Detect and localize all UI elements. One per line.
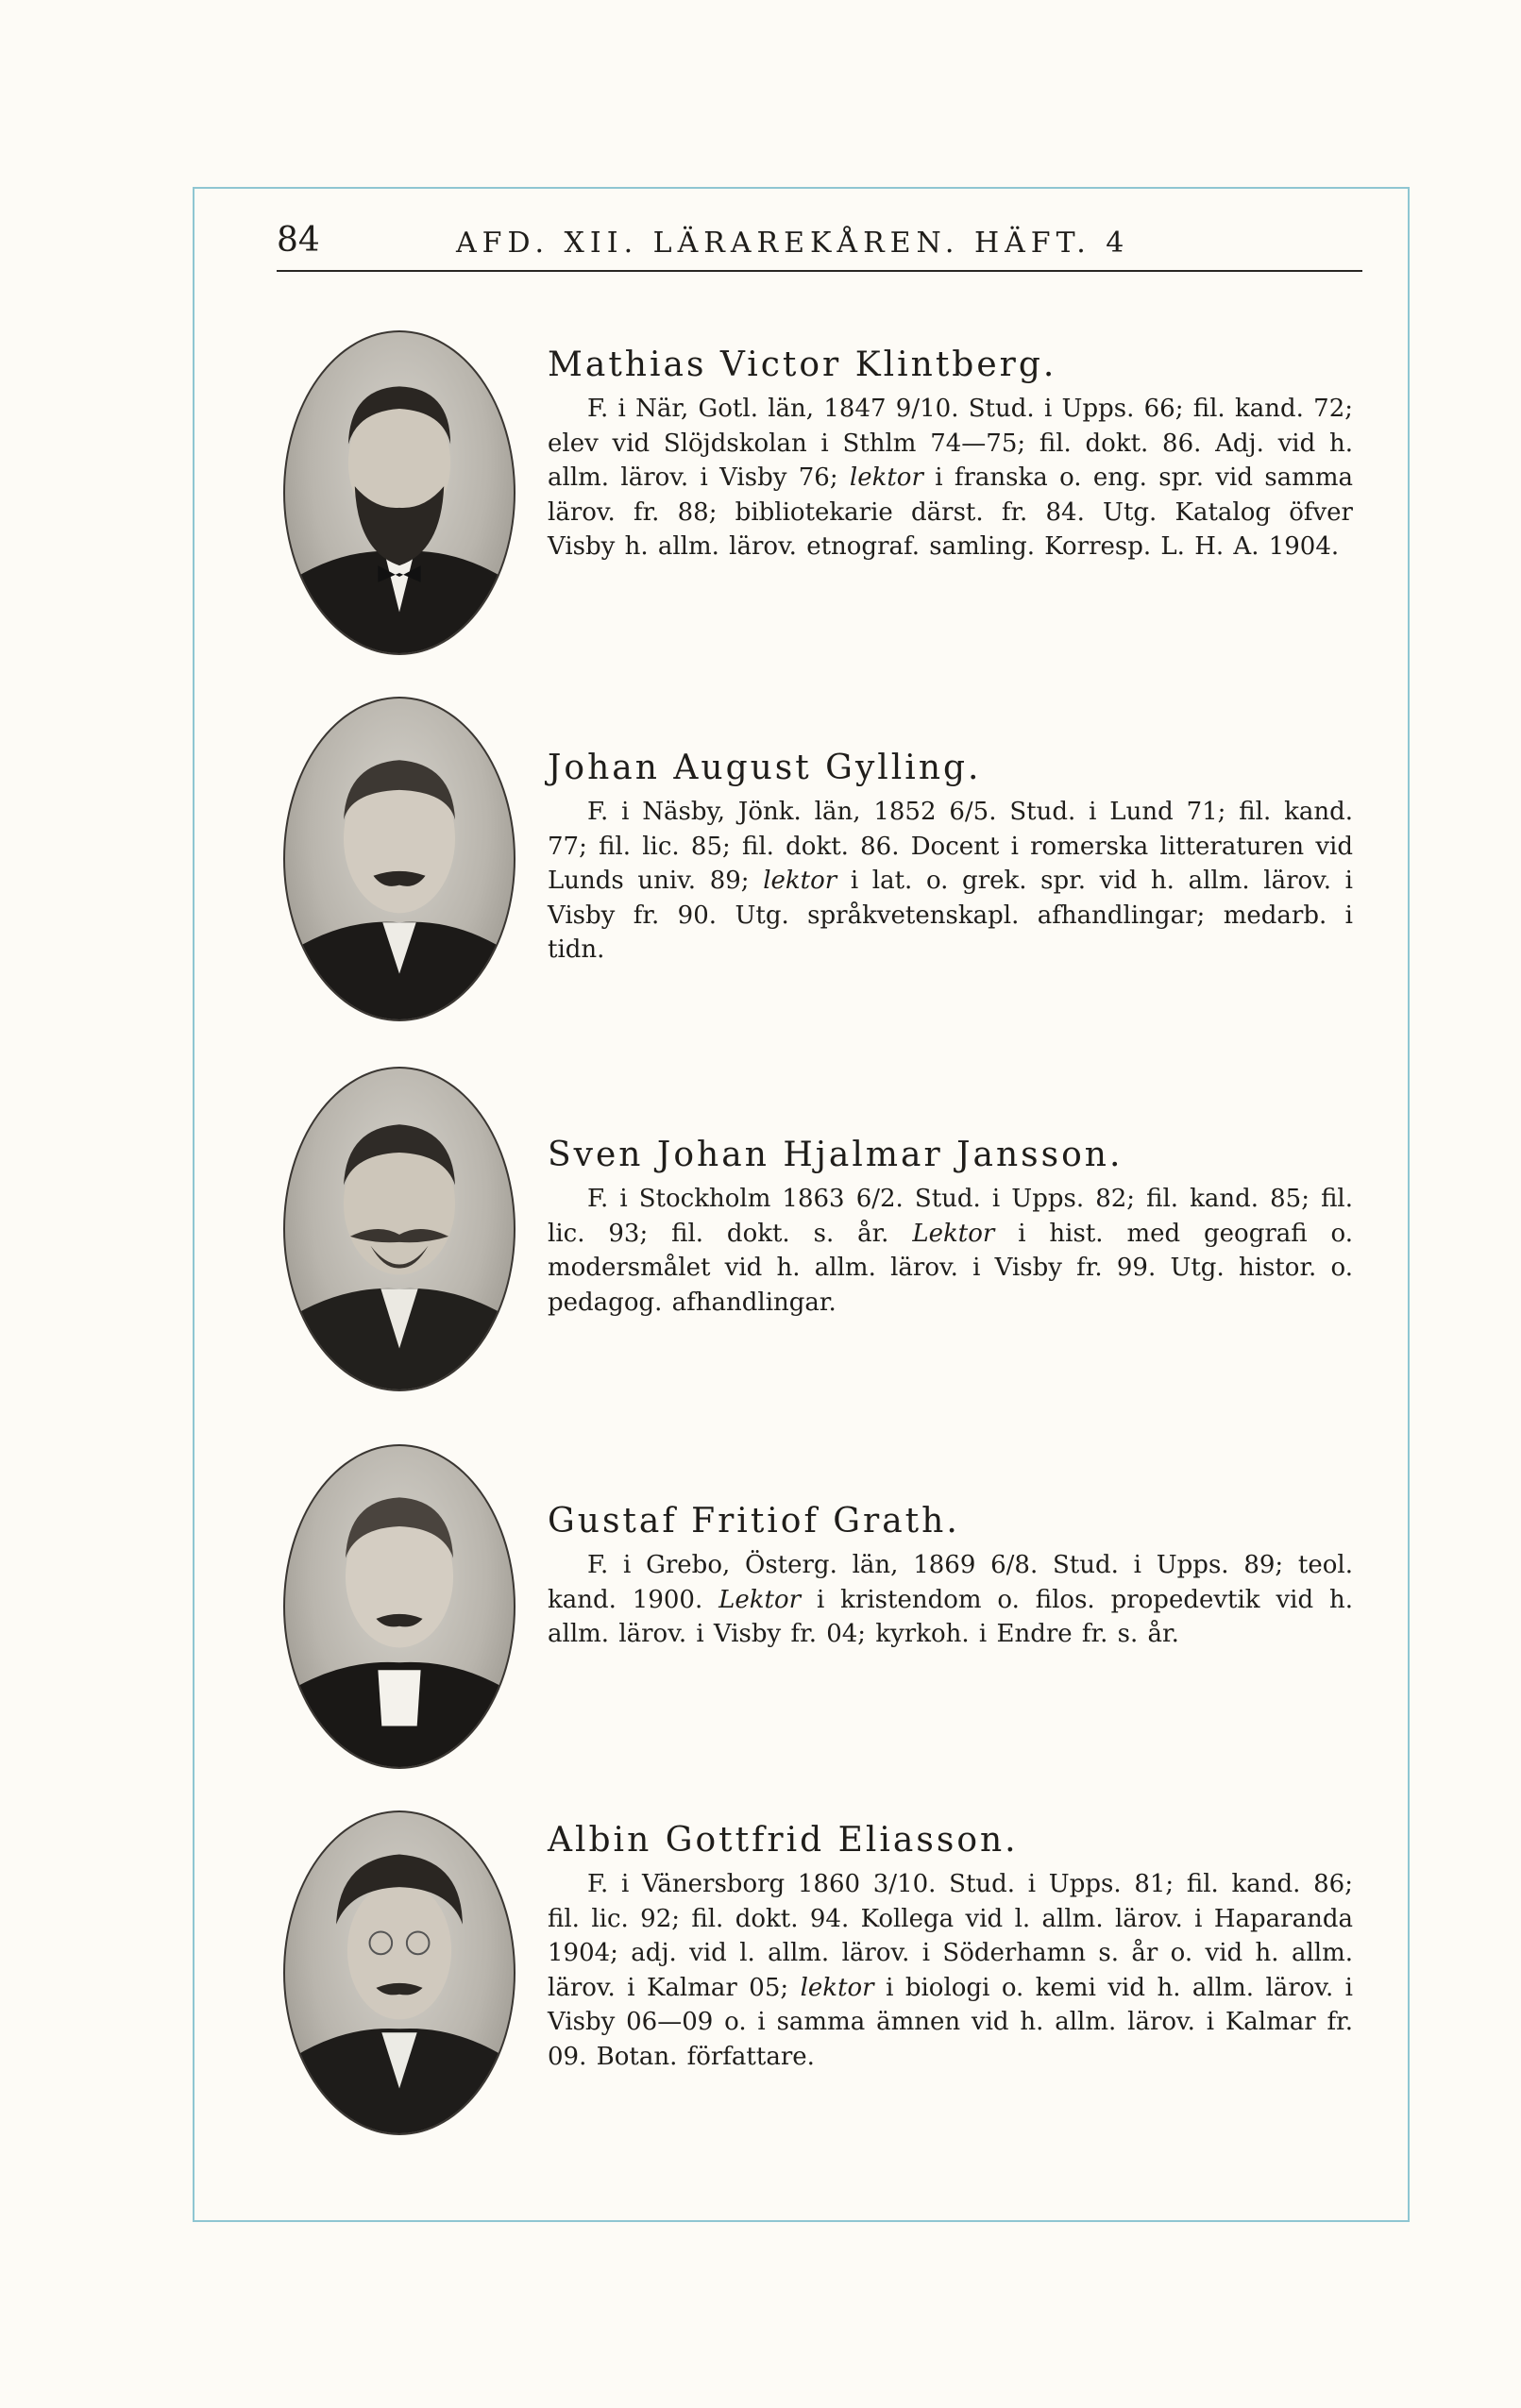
page-number: 84	[277, 221, 320, 260]
biography-text	[548, 1182, 1353, 1320]
entry-eliasson	[548, 1820, 1353, 2074]
running-head	[277, 221, 1362, 272]
person-name: Mathias Victor Klintberg.	[548, 345, 1057, 384]
biography-text	[548, 1548, 1353, 1652]
entry-jansson	[548, 1135, 1353, 1320]
biography-text	[548, 795, 1353, 968]
entry-grath	[548, 1501, 1353, 1652]
biography-text	[548, 1867, 1353, 2074]
biography-text	[548, 392, 1353, 564]
bio-text: F. i När, Gotl. län, 1847 9/10. Stud. i Upps. 66; fil. kand. 72; elev vid Slöjdskolan i Sthlm 74—75; fil. dokt. 86. Adj. vid h. allm. lärov. i Visby 76;	[548, 395, 1353, 492]
bio-text: i hist. med geografi o. modersmålet vid h. allm. lärov. i Visby fr. 99. Utg. histor. o. pedagog. afhandlingar.	[548, 1219, 1353, 1317]
portrait-jansson	[283, 1067, 515, 1391]
entry-gylling	[548, 748, 1353, 968]
bio-text: F. i Stockholm 1863 6/2. Stud. i Upps. 82; fil. kand. 85; fil. lic. 93; fil. dokt. s. år.	[548, 1185, 1353, 1248]
bio-italic: Lektor	[912, 1219, 995, 1248]
bio-text: i franska o. eng. spr. vid samma lärov. fr. 88; bibliotekarie därst. fr. 84. Utg. Katalog öfver Visby h. allm. lärov. etnograf. samling. Korresp. L. H. A. 1904.	[548, 463, 1353, 561]
bio-italic: lektor	[849, 463, 923, 492]
bio-italic: Lektor	[718, 1585, 802, 1614]
person-name: Sven Johan Hjalmar Jansson.	[548, 1136, 1124, 1174]
person-name: Albin Gottfrid Eliasson.	[548, 1821, 1019, 1860]
person-name: Gustaf Fritiof Grath.	[548, 1502, 960, 1541]
portrait-eliasson	[283, 1810, 515, 2135]
bio-text: F. i Vänersborg 1860 3/10. Stud. i Upps. 81; fil. kand. 86; fil. lic. 92; fil. dokt. 94. Kollega vid l. allm. lärov. i Haparanda 1904; adj. vid l. allm. lärov. i Söderhamn s. år o. vid h. allm. lärov. i Kalmar 05;	[548, 1870, 1353, 2002]
entry-klintberg	[548, 345, 1353, 564]
portrait-klintberg	[283, 330, 515, 655]
bio-text: i biologi o. kemi vid h. allm. lärov. i Visby 06—09 o. i samma ämnen vid h. allm. lärov. i Kalmar fr. 09. Botan. författare.	[548, 1973, 1353, 2071]
portrait-grath	[283, 1444, 515, 1769]
running-head-title: AFD. XII. LÄRAREKÅREN. HÄFT. 4	[456, 227, 1130, 260]
person-name: Johan August Gylling.	[548, 749, 982, 787]
bio-text: F. i Grebo, Österg. län, 1869 6/8. Stud. i Upps. 89; teol. kand. 1900.	[548, 1551, 1353, 1614]
bio-italic: lektor	[763, 867, 837, 895]
bio-text: i lat. o. grek. spr. vid h. allm. lärov. i Visby fr. 90. Utg. språkvetenskapl. afhandlingar; medarb. i tidn.	[548, 867, 1353, 964]
bio-text: F. i Näsby, Jönk. län, 1852 6/5. Stud. i Lund 71; fil. kand. 77; fil. lic. 85; fil. dokt. 86. Docent i romerska litteraturen vid Lunds univ. 89;	[548, 798, 1353, 895]
bio-text: i kristendom o. filos. propedevtik vid h. allm. lärov. i Visby fr. 04; kyrkoh. i Endre fr. s. år.	[548, 1585, 1353, 1648]
portrait-gylling	[283, 697, 515, 1021]
bio-italic: lektor	[800, 1973, 874, 2002]
